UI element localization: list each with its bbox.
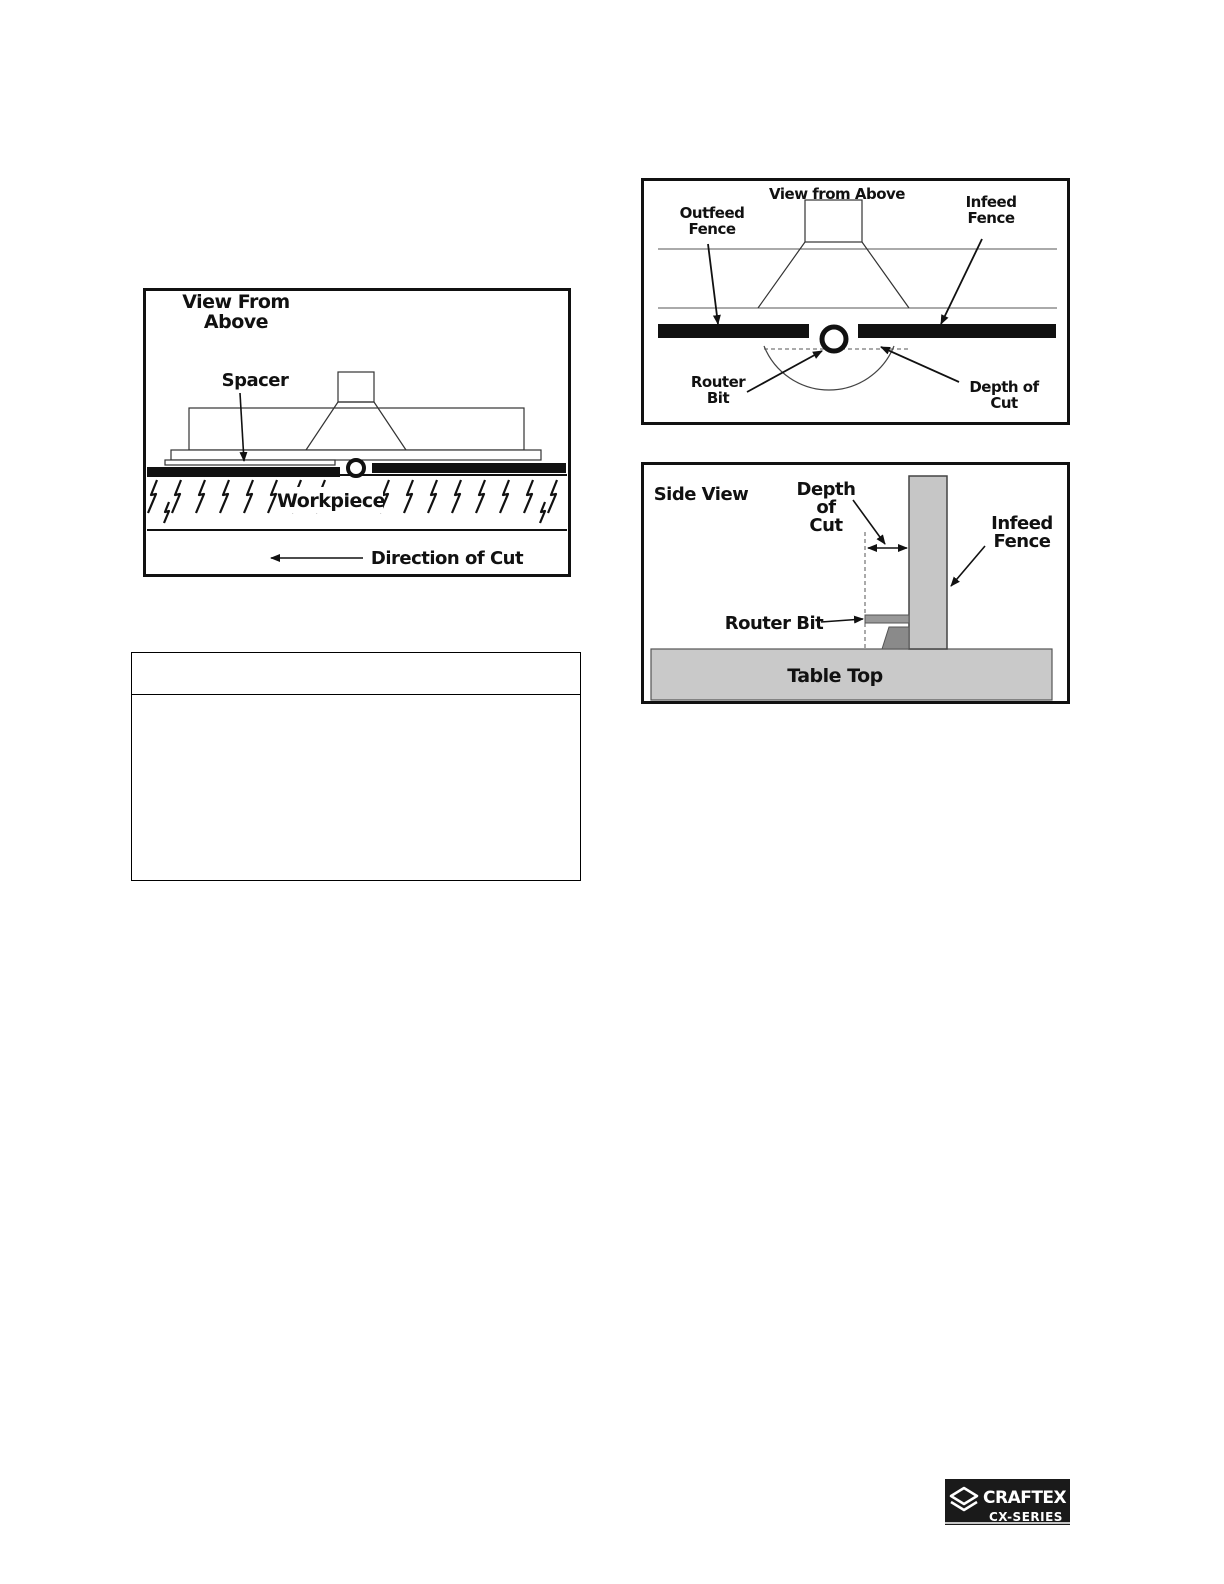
direction-label: Direction of Cut [370, 548, 524, 569]
figure-side-svg [641, 462, 1070, 704]
router-bit [348, 460, 364, 476]
craftex-logo-svg [945, 1479, 1070, 1525]
router-bit-cutter [865, 615, 909, 623]
spacer-label: Spacer [221, 370, 289, 391]
router-label: Router Bit [724, 613, 824, 634]
figure-view-from-above [641, 178, 1070, 425]
empty-table-header [132, 653, 580, 695]
depth-line3: Cut [809, 515, 843, 536]
craftex-logo [945, 1479, 1070, 1525]
router-line1: Router [690, 373, 746, 391]
outfeed-fence-bar [658, 324, 809, 338]
workpiece-label: Workpiece [277, 490, 385, 512]
figure-side-view [641, 462, 1070, 704]
figure-spacer-view-from-above [143, 288, 571, 577]
router-line2: Bit [706, 389, 730, 407]
title: View from Above [769, 185, 905, 203]
infeed-line2: Fence [993, 531, 1051, 552]
title-line1: View From [182, 291, 290, 313]
logo-brand-text: CRAFTEX [983, 1488, 1067, 1508]
infeed-line1: Infeed [965, 193, 1017, 211]
outfeed-line2: Fence [688, 220, 736, 238]
outfeed-line1: Outfeed [679, 204, 745, 222]
router-motor-top [805, 200, 862, 242]
infeed-line2: Fence [967, 209, 1015, 227]
router-bit [822, 327, 846, 351]
depth-line2: of [816, 497, 836, 518]
depth-line1: Depth of [969, 378, 1039, 396]
empty-table-box [131, 652, 581, 881]
title-line2: Above [203, 311, 269, 333]
infeed-line1: Infeed [991, 513, 1053, 534]
router-base [189, 408, 524, 450]
infeed-fence-bar [858, 324, 1056, 338]
figure-spacer-svg [143, 288, 571, 577]
depth-line2: Cut [990, 394, 1018, 412]
figure-above-svg [641, 178, 1070, 425]
router-motor-top [338, 372, 374, 402]
spacer [165, 460, 335, 465]
depth-line1: Depth [796, 479, 856, 500]
title: Side View [653, 484, 749, 505]
infeed-fence-side [909, 476, 947, 649]
table-label: Table Top [787, 665, 883, 687]
infeed-fence-bar [372, 463, 566, 473]
logo-series-text: CX-SERIES [989, 1510, 1063, 1524]
